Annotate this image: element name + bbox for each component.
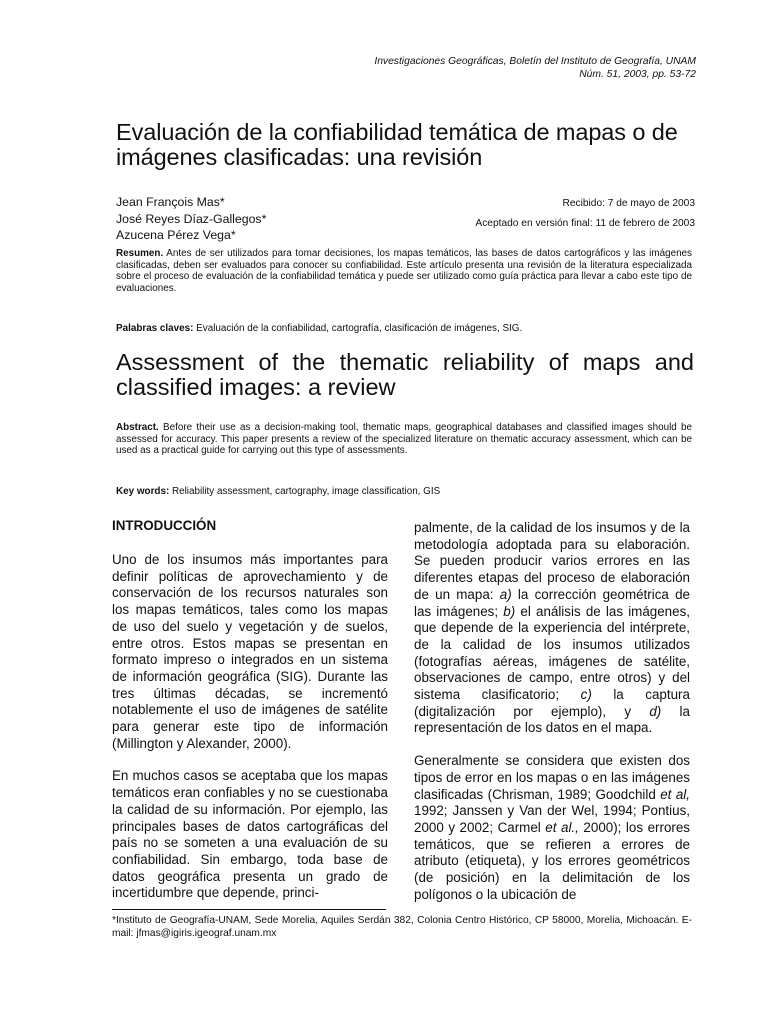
body-text: palmente, de la calidad de los insumos y de la metodología adoptada para su elaboración. Se pueden producir varios errores en las diferentes etapas del proceso de elaboración de un mapa:: [414, 520, 690, 602]
resumen-paragraph: [116, 248, 692, 294]
footnote-divider: [112, 909, 386, 910]
author-list: [116, 194, 266, 244]
citation-italic: et al.,: [545, 819, 579, 835]
body-paragraph: Uno de los insumos más importantes para definir políticas de aprovechamiento y de conservación de los recursos naturales son los mapas temáticos, tales como los mapas de uso del suelo y vegetación y de suelos, entre otros. Estos mapas se presentan en formato impreso o integrados en un sistema de información geográfica (SIG). Durante las tres últimas décadas, se incrementó notablemente el uso de imágenes de satélite para generar este tipo de información (Millington y Alexander, 2000).: [112, 552, 388, 751]
body-text: Generalmente se considera que existen dos tipos de error en los mapas o en las imágenes clasificadas (Chrisman, 1989; Goodchild: [414, 753, 690, 802]
body-paragraph: En muchos casos se aceptaba que los mapas temáticos eran confiables y no se cuestionaba la calidad de su información. Por ejemplo, las principales bases de datos cartográficas del país no se someten a una evaluación de su confiabilidad. Sin embargo, toda base de datos geográfica presenta un grado de incertidumbre que depende, princi-: [112, 768, 388, 901]
body-text: el análisis de las imágenes, que depende de la experiencia del intérprete, de la calidad de los insumos utilizados (fotografías aéreas, imágenes de satélite, observaciones de campo, entre otros) y del sistema clasificatorio;: [414, 603, 690, 703]
article-title-spanish: Evaluación de la confiabilidad temática de mapas o de imágenes clasificadas: una revisión: [116, 119, 678, 170]
author-name: Jean François Mas*: [116, 195, 225, 209]
journal-name: Investigaciones Geográficas, Boletín del Instituto de Geografía, UNAM: [374, 56, 696, 67]
accepted-date: Aceptado en versión final: 11 de febrero de 2003: [475, 218, 695, 229]
article-title-english: Assessment of the thematic reliability of maps and classified images: a review: [116, 349, 694, 400]
list-marker: d): [649, 703, 662, 719]
key-words: [116, 486, 692, 498]
author-affiliation-footnote: *Instituto de Geografía-UNAM, Sede Morelia, Aquiles Serdán 382, Colonia Centro Histórico, CP 58000, Morelia, Michoacán. E-mail: jfmas@igiris.igeograf.unam.mx: [112, 915, 692, 939]
submission-dates: [475, 194, 695, 234]
abstract-label: Abstract.: [116, 422, 159, 433]
body-text: 2000); los errores temáticos, que se refieren a errores de atributo (etiqueta), y los errores geométricos (de posición) en la delimitación de los polígonos o la ubicación de: [414, 819, 690, 902]
palabras-claves-text: Evaluación de la confiabilidad, cartografía, clasificación de imágenes, SIG.: [196, 323, 523, 334]
resumen-label: Resumen.: [116, 248, 164, 259]
journal-issue: Núm. 51, 2003, pp. 53-72: [579, 69, 696, 80]
author-name: Azucena Pérez Vega*: [116, 228, 236, 243]
abstract-text: Before their use as a decision-making tool, thematic maps, geographical databases and classified images should be assessed for accuracy. This paper presents a review of the specialized literature on thematic accuracy assessment, which can be used as a practical guide for carrying out this type of assessments.: [116, 422, 692, 457]
body-paragraph: [414, 753, 690, 903]
body-text: 1992; Janssen y Van der Wel, 1994; Pontius, 2000 y 2002; Carmel: [414, 803, 690, 835]
section-heading: INTRODUCCIÓN: [112, 518, 217, 533]
list-marker: a): [499, 586, 512, 602]
received-date: Recibido: 7 de mayo de 2003: [562, 198, 695, 209]
body-text: la corrección geométrica de las imágenes;: [414, 586, 690, 619]
body-paragraph: [414, 520, 690, 737]
author-name: José Reyes Díaz-Gallegos*: [116, 211, 267, 226]
journal-header: [374, 55, 696, 81]
body-column-left: [112, 518, 388, 902]
body-column-right: [414, 520, 690, 903]
key-words-text: Reliability assessment, cartography, image classification, GIS: [171, 486, 441, 497]
citation-italic: et al,: [660, 786, 690, 802]
key-words-label: Key words:: [116, 486, 170, 497]
palabras-claves-label: Palabras claves:: [116, 323, 194, 334]
body-text: la representación de los datos en el mapa.: [414, 703, 690, 736]
abstract-paragraph: [116, 422, 692, 457]
list-marker: b): [503, 603, 516, 619]
resumen-text: Antes de ser utilizados para tomar decisiones, los mapas temáticos, las bases de datos cartográficos y las imágenes clasificadas, deben ser evaluados para conocer su confiabilidad. Este artículo presenta una revisión de la literatura especializada sobre el proceso de evaluación de la confiabilidad temática y puede ser utilizado como guía práctica para llevar a cabo este tipo de evaluaciones.: [116, 248, 692, 294]
list-marker: c): [580, 687, 592, 703]
palabras-claves: [116, 323, 692, 335]
body-text: la captura (digitalización por ejemplo), y: [414, 687, 690, 719]
